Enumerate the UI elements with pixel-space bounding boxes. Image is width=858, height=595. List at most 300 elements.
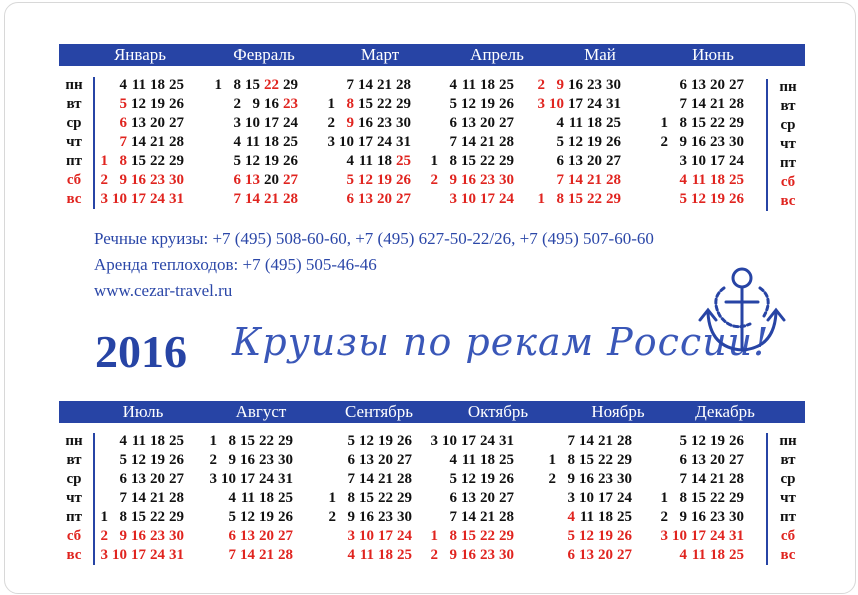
date-cell: 19 [587,134,602,150]
date-cell: 1 [209,433,217,449]
date-cell: 21 [587,172,602,188]
date-cell: 6 [449,490,457,506]
date-cell: 24 [480,433,495,449]
date-cell: 8 [556,191,564,207]
date-cell: 2 [430,172,438,188]
date-cell: 9 [346,115,354,131]
date-cell: 26 [396,172,411,188]
date-cell: 7 [233,191,241,207]
date-cell: 9 [119,172,127,188]
date-cell: 24 [397,528,412,544]
date-cell: 30 [606,77,621,93]
date-cell: 8 [449,528,457,544]
date-cell: 2 [328,509,336,525]
boat-rental-phone: Аренда теплоходов: +7 (495) 505-46-46 [94,255,377,274]
date-cell: 14 [461,509,476,525]
date-cell: 23 [259,452,274,468]
date-cell: 8 [567,452,575,468]
date-cell: 10 [579,490,594,506]
date-cell: 23 [598,471,613,487]
date-cell: 15 [579,452,594,468]
date-cell: 9 [679,509,687,525]
date-cell: 19 [480,96,495,112]
date-cell: 10 [339,134,354,150]
month-name: Июль [122,402,164,421]
date-cell: 16 [131,528,146,544]
date-cell: 23 [150,172,165,188]
day-label: ср [780,117,796,133]
date-cell: 24 [150,191,165,207]
date-cell: 20 [259,528,274,544]
date-cell: 2 [537,77,545,93]
date-cell: 10 [112,547,127,563]
date-cell: 17 [131,547,146,563]
date-cell: 16 [461,172,476,188]
date-cell: 13 [240,528,255,544]
date-cell: 14 [691,471,706,487]
date-cell: 21 [150,134,165,150]
date-cell: 19 [480,471,495,487]
date-cell: 28 [278,547,293,563]
date-cell: 13 [461,490,476,506]
date-cell: 23 [150,528,165,544]
date-cell: 29 [283,77,298,93]
date-cell: 3 [327,134,335,150]
day-label: пт [65,153,82,169]
date-cell: 20 [378,452,393,468]
date-cell: 26 [169,96,184,112]
date-cell: 25 [606,115,621,131]
date-cell: 18 [480,77,495,93]
date-cell: 11 [691,172,706,188]
day-label: ср [66,115,82,131]
divider-line [766,79,768,211]
date-cell: 28 [499,509,514,525]
month-name: Август [235,402,287,421]
month-name: Апрель [470,45,524,64]
day-label: пн [779,433,797,449]
date-cell: 8 [346,96,354,112]
date-cell: 15 [240,433,255,449]
date-cell: 29 [278,433,293,449]
date-cell: 29 [169,153,184,169]
day-label: чт [780,136,796,152]
date-cell: 25 [396,153,411,169]
date-cell: 12 [568,134,583,150]
top-months-bar [59,44,805,66]
day-label: вс [66,191,82,207]
date-cell: 26 [729,191,744,207]
date-cell: 24 [729,153,744,169]
date-cell: 13 [579,547,594,563]
day-label: чт [66,134,82,150]
date-cell: 21 [480,134,495,150]
date-cell: 25 [729,547,744,563]
date-cell: 22 [259,433,274,449]
date-cell: 28 [169,490,184,506]
month-name: Ноябрь [591,402,645,421]
date-cell: 4 [119,77,127,93]
date-cell: 29 [396,96,411,112]
date-cell: 2 [327,115,335,131]
date-cell: 11 [568,115,583,131]
date-cell: 8 [679,115,687,131]
date-cell: 31 [278,471,293,487]
date-cell: 15 [358,96,373,112]
calendar-year: 2016 [95,326,187,377]
date-cell: 5 [679,191,687,207]
date-cell: 30 [169,172,184,188]
date-cell: 4 [449,452,457,468]
date-cell: 10 [549,96,564,112]
date-cell: 9 [679,134,687,150]
date-cell: 20 [377,191,392,207]
date-cell: 14 [691,96,706,112]
day-label: пт [779,155,796,171]
date-cell: 14 [568,172,583,188]
date-cell: 5 [119,452,127,468]
date-cell: 21 [259,547,274,563]
date-cell: 30 [169,528,184,544]
date-cell: 11 [358,153,373,169]
date-cell: 6 [233,172,241,188]
date-cell: 26 [499,96,514,112]
date-cell: 28 [617,433,632,449]
date-cell: 17 [691,528,706,544]
date-cell: 1 [660,490,668,506]
date-cell: 13 [691,452,706,468]
date-cell: 5 [346,172,354,188]
date-cell: 15 [245,77,260,93]
date-cell: 15 [461,153,476,169]
date-cell: 22 [264,77,279,93]
date-cell: 28 [396,77,411,93]
date-cell: 4 [347,547,355,563]
date-cell: 23 [480,172,495,188]
date-cell: 24 [617,490,632,506]
date-cell: 12 [691,433,706,449]
day-label: ср [780,471,796,487]
day-label: чт [66,490,82,506]
date-cell: 17 [240,471,255,487]
date-cell: 9 [228,452,236,468]
date-cell: 22 [480,153,495,169]
date-cell: 16 [691,134,706,150]
date-cell: 27 [283,172,298,188]
date-cell: 6 [119,471,127,487]
date-cell: 17 [710,153,725,169]
date-cell: 6 [567,547,575,563]
date-cell: 2 [100,172,108,188]
date-cell: 20 [150,115,165,131]
date-cell: 18 [378,547,393,563]
date-cell: 10 [442,433,457,449]
month-name: Октябрь [467,402,529,421]
date-cell: 26 [397,433,412,449]
date-cell: 12 [461,471,476,487]
date-cell: 29 [499,153,514,169]
date-cell: 7 [449,509,457,525]
date-cell: 24 [499,191,514,207]
date-cell: 3 [449,191,457,207]
date-cell: 19 [598,528,613,544]
date-cell: 25 [499,452,514,468]
date-cell: 14 [131,134,146,150]
date-cell: 27 [729,452,744,468]
date-cell: 27 [278,528,293,544]
month-name: Май [584,45,616,64]
month-name: Декабрь [695,402,755,421]
date-cell: 20 [150,471,165,487]
date-cell: 27 [499,490,514,506]
date-cell: 31 [169,191,184,207]
date-cell: 5 [679,433,687,449]
date-cell: 23 [587,77,602,93]
date-cell: 19 [377,172,392,188]
date-cell: 13 [359,452,374,468]
date-cell: 20 [710,77,725,93]
date-cell: 17 [131,191,146,207]
date-cell: 8 [228,433,236,449]
date-cell: 15 [359,490,374,506]
date-cell: 8 [347,490,355,506]
date-cell: 7 [228,547,236,563]
date-cell: 21 [598,433,613,449]
date-cell: 6 [449,115,457,131]
date-cell: 28 [729,471,744,487]
divider-line [766,433,768,565]
date-cell: 29 [397,490,412,506]
date-cell: 9 [556,77,564,93]
slogan-text: Круизы по рекам России! [232,320,770,364]
date-cell: 7 [449,134,457,150]
month-name: Февраль [233,45,295,64]
date-cell: 17 [264,115,279,131]
date-cell: 28 [499,134,514,150]
date-cell: 31 [729,528,744,544]
date-cell: 2 [660,509,668,525]
date-cell: 3 [100,547,108,563]
date-cell: 7 [347,471,355,487]
date-cell: 3 [430,433,438,449]
date-cell: 26 [606,134,621,150]
date-cell: 17 [598,490,613,506]
date-cell: 3 [567,490,575,506]
date-cell: 31 [396,134,411,150]
date-cell: 7 [556,172,564,188]
date-cell: 27 [397,452,412,468]
date-cell: 4 [119,433,127,449]
date-cell: 5 [556,134,564,150]
date-cell: 23 [480,547,495,563]
date-cell: 27 [396,191,411,207]
date-cell: 30 [499,172,514,188]
date-cell: 29 [499,528,514,544]
date-cell: 18 [598,509,613,525]
date-cell: 22 [378,490,393,506]
date-cell: 19 [710,433,725,449]
date-cell: 16 [691,509,706,525]
date-cell: 10 [461,191,476,207]
date-cell: 11 [131,433,146,449]
date-cell: 28 [397,471,412,487]
date-cell: 13 [131,471,146,487]
divider-line [93,433,95,565]
date-cell: 30 [396,115,411,131]
date-cell: 10 [691,153,706,169]
date-cell: 16 [461,547,476,563]
date-cell: 3 [233,115,241,131]
date-cell: 4 [679,547,687,563]
date-cell: 4 [567,509,575,525]
day-label: сб [66,528,82,544]
date-cell: 1 [660,115,668,131]
date-cell: 16 [358,115,373,131]
day-label: пн [65,77,83,93]
date-cell: 1 [537,191,545,207]
date-cell: 1 [100,153,108,169]
date-cell: 28 [283,191,298,207]
date-cell: 1 [327,96,335,112]
date-cell: 19 [150,96,165,112]
date-cell: 23 [283,96,298,112]
date-cell: 24 [259,471,274,487]
date-cell: 17 [358,134,373,150]
date-cell: 25 [283,134,298,150]
month-name: Март [360,45,400,64]
date-cell: 1 [100,509,108,525]
date-cell: 18 [264,134,279,150]
date-cell: 7 [346,77,354,93]
day-label: ср [66,471,82,487]
date-cell: 17 [378,528,393,544]
date-cell: 7 [679,471,687,487]
date-cell: 28 [169,134,184,150]
date-cell: 20 [480,490,495,506]
date-cell: 24 [150,547,165,563]
date-cell: 21 [264,191,279,207]
date-cell: 9 [449,547,457,563]
day-label: пт [779,509,796,525]
date-cell: 8 [449,153,457,169]
date-cell: 24 [710,528,725,544]
date-cell: 2 [100,528,108,544]
date-cell: 13 [131,115,146,131]
date-cell: 5 [233,153,241,169]
date-cell: 14 [358,77,373,93]
day-label: сб [780,174,796,190]
date-cell: 18 [150,433,165,449]
date-cell: 22 [710,490,725,506]
date-cell: 7 [119,490,127,506]
date-cell: 15 [691,115,706,131]
day-label: вт [780,98,796,114]
date-cell: 31 [169,547,184,563]
date-cell: 26 [169,452,184,468]
date-cell: 4 [346,153,354,169]
website-link[interactable]: www.cezar-travel.ru [94,281,233,300]
day-label: вт [780,452,796,468]
date-cell: 21 [480,509,495,525]
date-cell: 12 [240,509,255,525]
date-cell: 31 [606,96,621,112]
date-cell: 3 [537,96,545,112]
day-label: пт [65,509,82,525]
date-cell: 10 [672,528,687,544]
date-cell: 6 [679,77,687,93]
date-cell: 5 [228,509,236,525]
date-cell: 30 [397,509,412,525]
date-cell: 15 [691,490,706,506]
date-cell: 19 [378,433,393,449]
date-cell: 30 [278,452,293,468]
date-cell: 26 [283,153,298,169]
date-cell: 4 [449,77,457,93]
date-cell: 18 [259,490,274,506]
date-cell: 31 [499,433,514,449]
date-cell: 2 [430,547,438,563]
date-cell: 9 [449,172,457,188]
date-cell: 18 [587,115,602,131]
date-cell: 25 [278,490,293,506]
date-cell: 22 [598,452,613,468]
date-cell: 29 [606,191,621,207]
date-cell: 25 [617,509,632,525]
date-cell: 16 [131,172,146,188]
date-cell: 7 [567,433,575,449]
date-cell: 13 [691,77,706,93]
date-cell: 4 [679,172,687,188]
date-cell: 20 [264,172,279,188]
date-cell: 28 [606,172,621,188]
date-cell: 17 [568,96,583,112]
date-cell: 27 [499,115,514,131]
day-label: сб [780,528,796,544]
date-cell: 16 [264,96,279,112]
date-cell: 11 [359,547,374,563]
date-cell: 9 [567,471,575,487]
date-cell: 12 [579,528,594,544]
date-cell: 10 [359,528,374,544]
date-cell: 15 [461,528,476,544]
day-label: вт [66,452,82,468]
date-cell: 21 [710,96,725,112]
date-cell: 2 [233,96,241,112]
date-cell: 29 [169,509,184,525]
date-cell: 6 [119,115,127,131]
date-cell: 26 [617,528,632,544]
date-cell: 30 [617,471,632,487]
date-cell: 21 [378,471,393,487]
date-cell: 16 [240,452,255,468]
date-cell: 12 [245,153,260,169]
date-cell: 30 [729,509,744,525]
date-cell: 26 [729,433,744,449]
day-label: вс [780,547,796,563]
date-cell: 12 [131,96,146,112]
day-label: сб [66,172,82,188]
date-cell: 9 [347,509,355,525]
date-cell: 8 [119,153,127,169]
date-cell: 16 [579,471,594,487]
date-cell: 3 [209,471,217,487]
date-cell: 21 [377,77,392,93]
date-cell: 27 [617,547,632,563]
date-cell: 19 [150,452,165,468]
date-cell: 22 [710,115,725,131]
date-cell: 1 [548,452,556,468]
date-cell: 30 [499,547,514,563]
